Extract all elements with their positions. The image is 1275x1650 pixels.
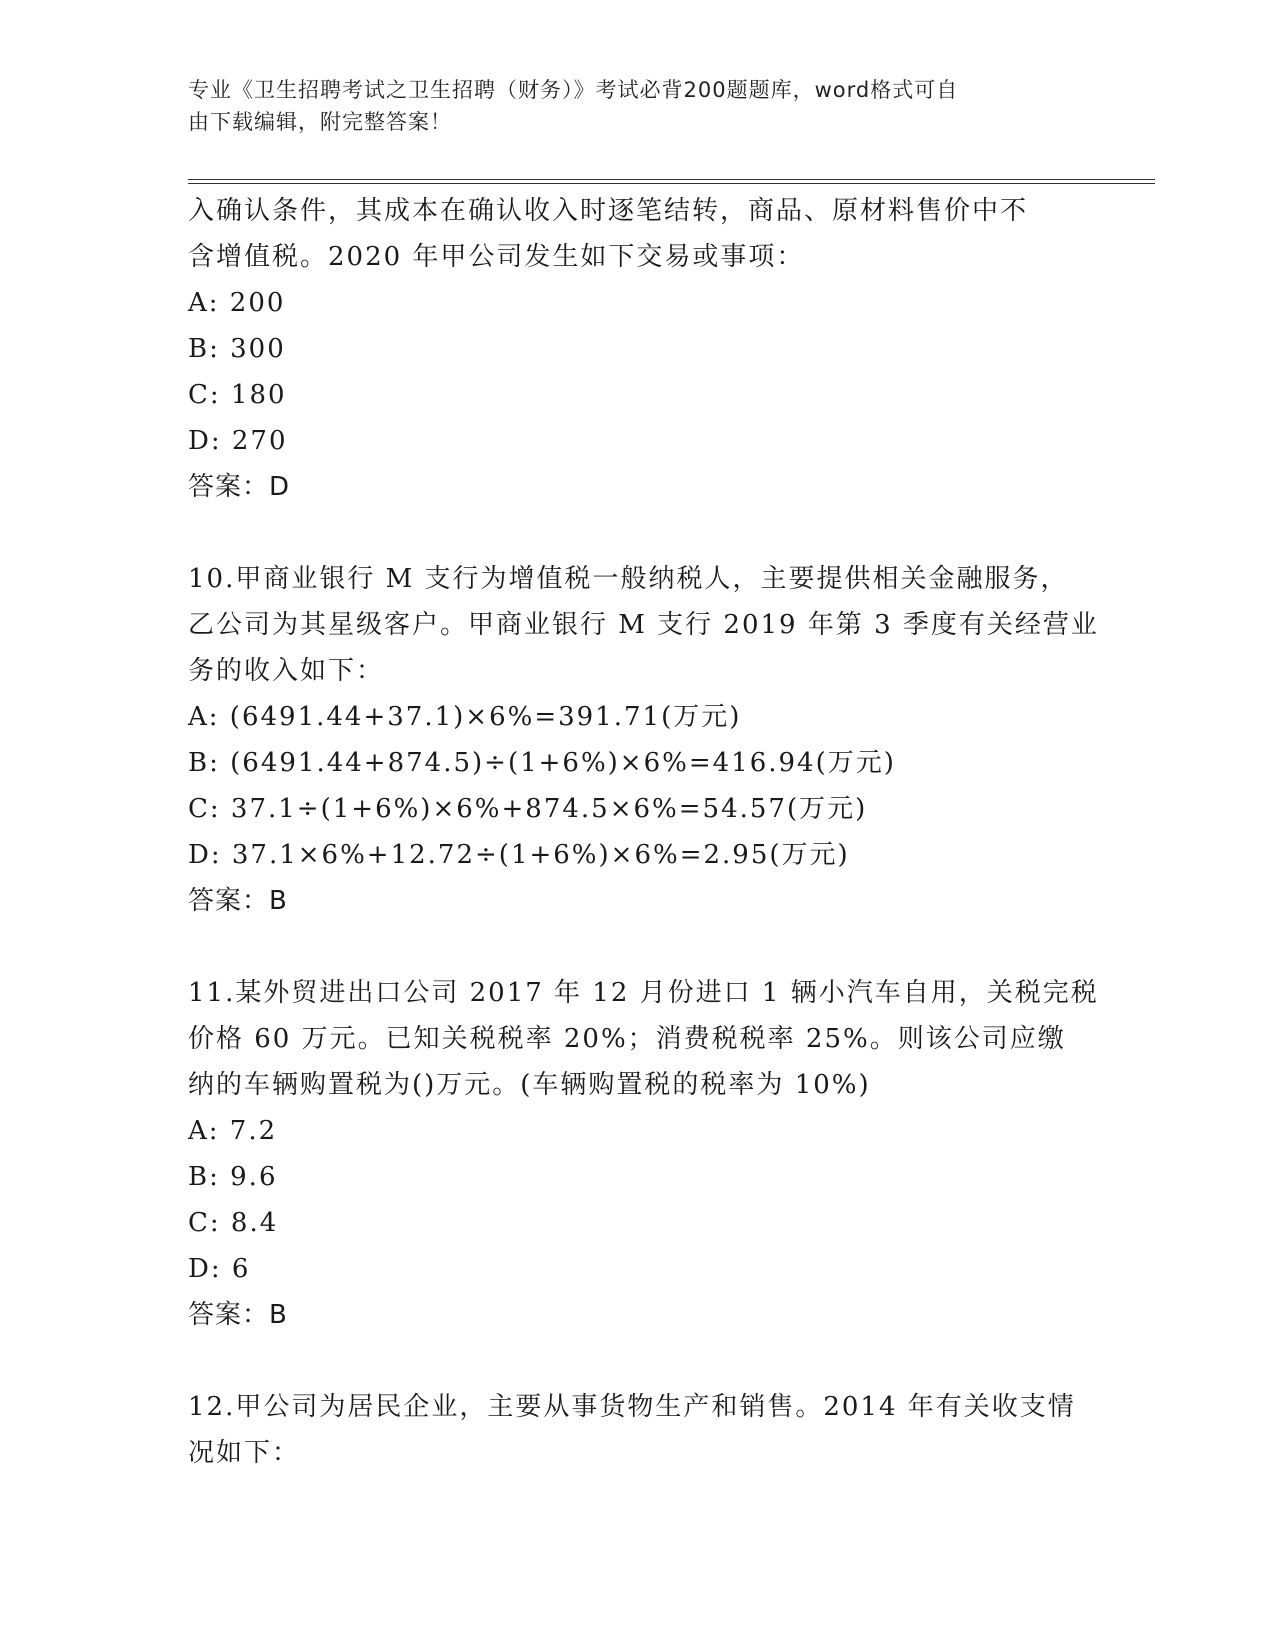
option-d: D: 37.1×6%+12.72÷(1+6%)×6%=2.95(万元) — [188, 840, 850, 870]
option-a: A: 200 — [188, 288, 286, 318]
spacer — [188, 924, 1088, 970]
answer-label: 答案：B — [188, 886, 288, 916]
header-divider-top — [188, 179, 1155, 180]
option-a: A: (6491.44+37.1)×6%=391.71(万元) — [188, 702, 742, 732]
question-text-line: 10.甲商业银行 M 支行为增值税一般纳税人，主要提供相关金融服务， — [188, 564, 1069, 594]
question-10 — [188, 556, 1099, 924]
header-line-2: 由下载编辑，附完整答案！ — [188, 110, 452, 134]
option-c: C: 37.1÷(1+6%)×6%+874.5×6%=54.57(万元) — [188, 794, 868, 824]
option-d: D: 6 — [188, 1254, 251, 1284]
option-d: D: 270 — [188, 426, 288, 456]
answer-label: 答案：D — [188, 472, 291, 502]
spacer — [188, 510, 1088, 556]
document-body — [188, 188, 1099, 1476]
question-text-line: 12.甲公司为居民企业，主要从事货物生产和销售。2014 年有关收支情 — [188, 1392, 1076, 1422]
question-text-line: 务的收入如下： — [188, 656, 385, 686]
question-text-line: 含增值税。2020 年甲公司发生如下交易或事项： — [188, 242, 805, 272]
question-text-line: 乙公司为其星级客户。甲商业银行 M 支行 2019 年第 3 季度有关经营业 — [188, 610, 1099, 640]
option-c: C: 8.4 — [188, 1208, 279, 1238]
question-12 — [188, 1384, 1088, 1476]
document-header — [188, 74, 1068, 138]
question-text-line: 入确认条件，其成本在确认收入时逐笔结转，商品、原材料售价中不 — [188, 196, 1029, 226]
option-b: B: 9.6 — [188, 1162, 278, 1192]
question-11 — [188, 970, 1099, 1338]
question-text-line: 况如下： — [188, 1438, 301, 1468]
option-b: B: 300 — [188, 334, 286, 364]
option-c: C: 180 — [188, 380, 287, 410]
answer-label: 答案：B — [188, 1300, 288, 1330]
option-a: A: 7.2 — [188, 1116, 278, 1146]
question-text-line: 11.某外贸进出口公司 2017 年 12 月份进口 1 辆小汽车自用，关税完税 — [188, 978, 1099, 1008]
spacer — [188, 1338, 1088, 1384]
option-b: B: (6491.44+874.5)÷(1+6%)×6%=416.94(万元) — [188, 748, 896, 778]
question-text-line: 纳的车辆购置税为()万元。(车辆购置税的税率为 10%) — [188, 1070, 871, 1100]
header-line-1: 专业《卫生招聘考试之卫生招聘（财务）》考试必背200题题库，word格式可自 — [188, 78, 959, 102]
question-continuation — [188, 188, 1088, 510]
question-text-line: 价格 60 万元。已知关税税率 20%；消费税税率 25%。则该公司应缴 — [188, 1024, 1066, 1054]
header-divider-bottom — [188, 183, 1155, 184]
